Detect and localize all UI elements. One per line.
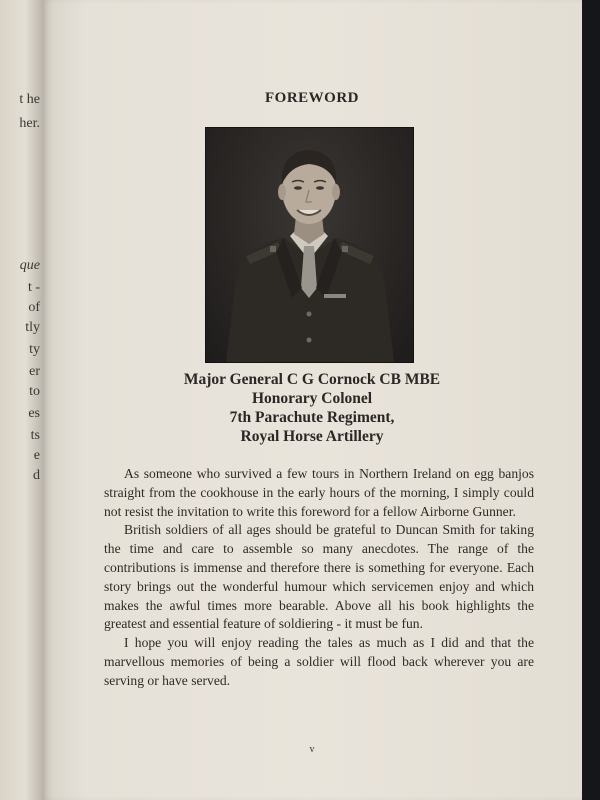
paragraph: I hope you will enjoy reading the tales as much as I did and that the marvellous memories of being a soldier will flood back wherever you are serving or have served. [104, 635, 534, 688]
left-page-fragment: t he [19, 92, 40, 107]
caption-regiment: 7th Parachute Regiment, [229, 409, 395, 426]
left-page-fragment: es [28, 406, 40, 421]
caption-corps: Royal Horse Artillery [240, 428, 384, 445]
page-number: v [309, 744, 315, 755]
left-page-fragment: d [33, 468, 40, 483]
left-page-fragment: t - [27, 280, 40, 295]
portrait-illustration [206, 128, 413, 362]
background-edge [582, 0, 600, 800]
left-page-fragment: tly [25, 320, 40, 335]
left-page-fragment: her. [19, 116, 40, 131]
left-page-fragment: que [19, 258, 40, 273]
portrait-caption [42, 370, 582, 446]
foreword-text [104, 465, 534, 691]
left-page-edge [0, 0, 42, 800]
caption-title: Honorary Colonel [251, 390, 373, 407]
left-page-fragment: er [29, 364, 40, 379]
left-page-fragment: ts [30, 428, 40, 443]
left-page-fragment: to [29, 384, 40, 399]
portrait-photo [205, 127, 414, 363]
page-title: FOREWORD [265, 90, 359, 106]
book-page [42, 0, 582, 800]
caption-name: Major General C G Cornock CB MBE [183, 371, 441, 388]
left-page-fragment: e [33, 448, 40, 463]
left-page-fragment: of [28, 300, 40, 315]
paragraph: British soldiers of all ages should be grateful to Duncan Smith for taking the time and care to assemble so many anecdotes. The range of the contributions is immense and therefore there is something for everyone. Each story brings out the wonderful humour which servicemen enjoy and which makes the awful times more bearable. Above all his book highlights the greatest and essential feature of soldiering - it must be fun. [104, 522, 534, 632]
left-page-fragment: ty [29, 342, 40, 357]
paragraph: As someone who survived a few tours in Northern Ireland on egg banjos straight from the cookhouse in the early hours of the morning, I simply could not resist the invitation to write this foreword for a fellow Airborne Gunner. [104, 466, 534, 519]
